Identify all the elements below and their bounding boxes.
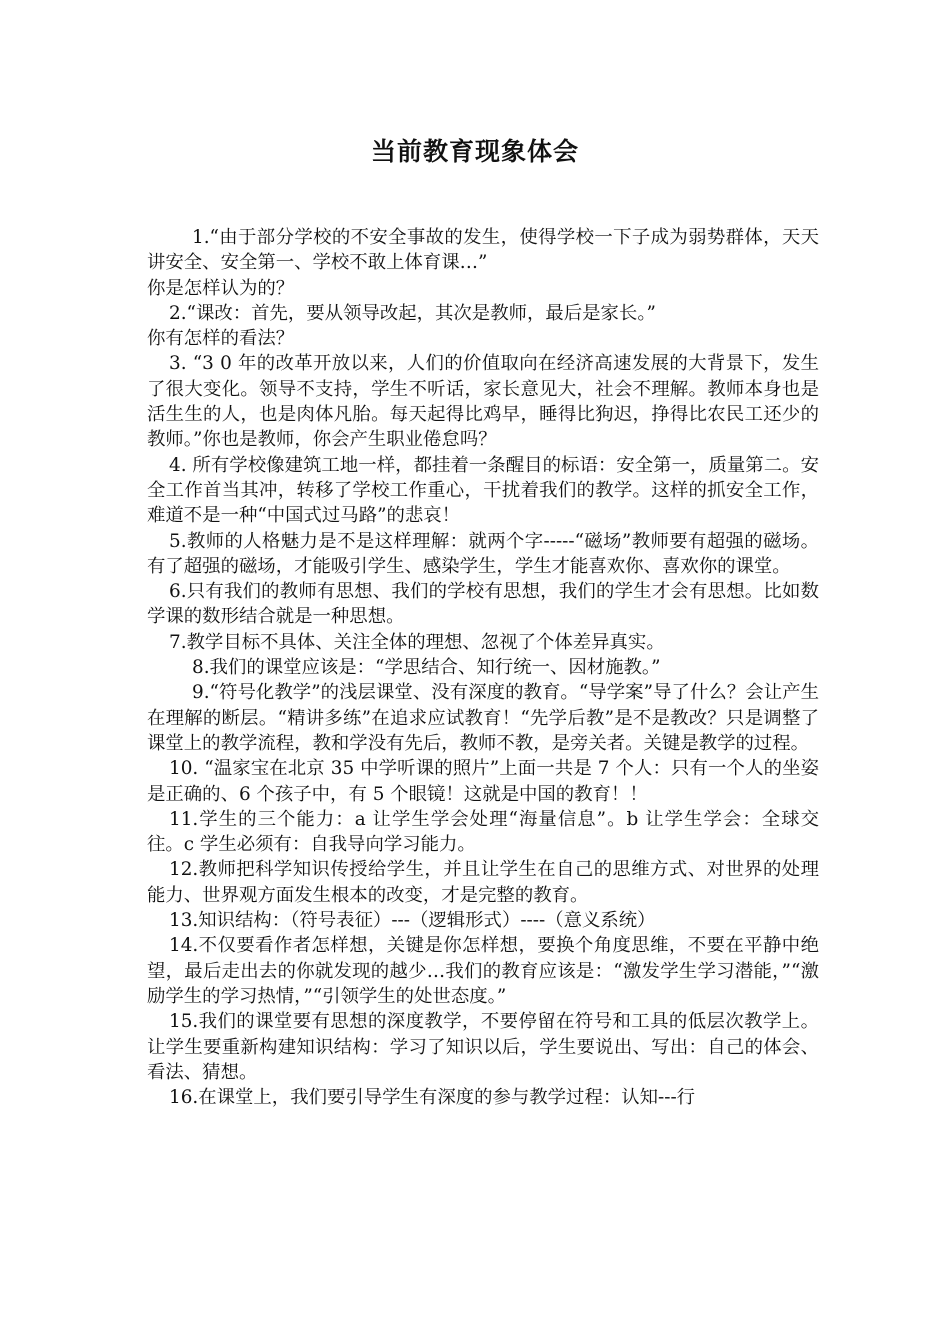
paragraph-15: 15.我们的课堂要有思想的深度教学，不要停留在符号和工具的低层次教学上。让学生要重新构建知识结构：学习了知识以后，学生要说出、写出：自己的体会、看法、猜想。	[147, 1011, 819, 1083]
paragraph-5: 5.教师的人格魅力是不是这样理解：就两个字-----“磁场”教师要有超强的磁场。有了超强的磁场，才能吸引学生、感染学生，学生才能喜欢你、喜欢你的课堂。	[147, 530, 819, 577]
paragraph-1-question: 你是怎样认为的？	[147, 277, 295, 299]
paragraph-2: 2.“课改：首先，要从领导改起，其次是教师，最后是家长。”	[169, 302, 656, 324]
paragraph-2-question: 你有怎样的看法？	[147, 328, 295, 350]
paragraph-8: 8.我们的课堂应该是：“学思结合、知行统一、因材施教。”	[192, 657, 661, 679]
paragraph-11: 11.学生的三个能力：a 让学生学会处理“海量信息”。b 让学生学会：全球交往。c 学生必须有：自我导向学习能力。	[147, 808, 819, 856]
paragraph-1: 1.“由于部分学校的不安全事故的发生，使得学校一下子成为弱势群体，天天讲安全、安全第一、学校不敢上体育课…”	[147, 227, 819, 274]
paragraph-9: 9.“符号化教学”的浅层课堂、没有深度的教育。“导学案”导了什么？会让产生在理解的断层。“精讲多练”在追求应试教育！“先学后教”是不是教改？只是调整了课堂上的教学流程，教和学没有先后，教师不教，是旁关者。关键是教学的过程。	[147, 682, 819, 754]
document-body	[147, 225, 819, 1110]
paragraph-3: 3. “3 0 年的改革开放以来，人们的价值取向在经济高速发展的大背景下，发生了很大变化。领导不支持，学生不听话，家长意见大，社会不理解。教师本身也是活生生的人，也是肉体凡胎。每天起得比鸡早，睡得比狗迟，挣得比农民工还少的教师。”你也是教师，你会产生职业倦怠吗？	[147, 353, 819, 451]
paragraph-4: 4. 所有学校像建筑工地一样，都挂着一条醒目的标语：安全第一，质量第二。安全工作首当其冲，转移了学校工作重心，干扰着我们的教学。这样的抓安全工作，难道不是一种“中国式过马路”的悲哀！	[147, 454, 819, 527]
paragraph-13: 13.知识结构：（符号表征）---（逻辑形式）----（意义系统）	[169, 910, 656, 932]
paragraph-12: 12.教师把科学知识传授给学生，并且让学生在自己的思维方式、对世界的处理能力、世界观方面发生根本的改变，才是完整的教育。	[147, 859, 819, 906]
paragraph-14: 14.不仅要看作者怎样想，关键是你怎样想，要换个角度思维，不要在平静中绝望，最后走出去的你就发现的越少…我们的教育应该是：“激发学生学习潜能，”“激励学生的学习热情，”“引领学生的处世态度。”	[147, 935, 819, 1007]
document-title: 当前教育现象体会	[370, 137, 579, 166]
paragraph-16: 16.在课堂上，我们要引导学生有深度的参与教学过程：认知---行	[169, 1087, 696, 1109]
paragraph-10: 10. “温家宝在北京 35 中学听课的照片”上面一共是 7 个人：只有一个人的坐姿是正确的、6 个孩子中，有 5 个眼镜！这就是中国的教育！！	[147, 758, 819, 805]
paragraph-7: 7.教学目标不具体、关注全体的理想、忽视了个体差异真实。	[169, 631, 665, 653]
paragraph-6: 6.只有我们的教师有思想、我们的学校有思想，我们的学生才会有思想。比如数学课的数形结合就是一种思想。	[147, 581, 819, 628]
